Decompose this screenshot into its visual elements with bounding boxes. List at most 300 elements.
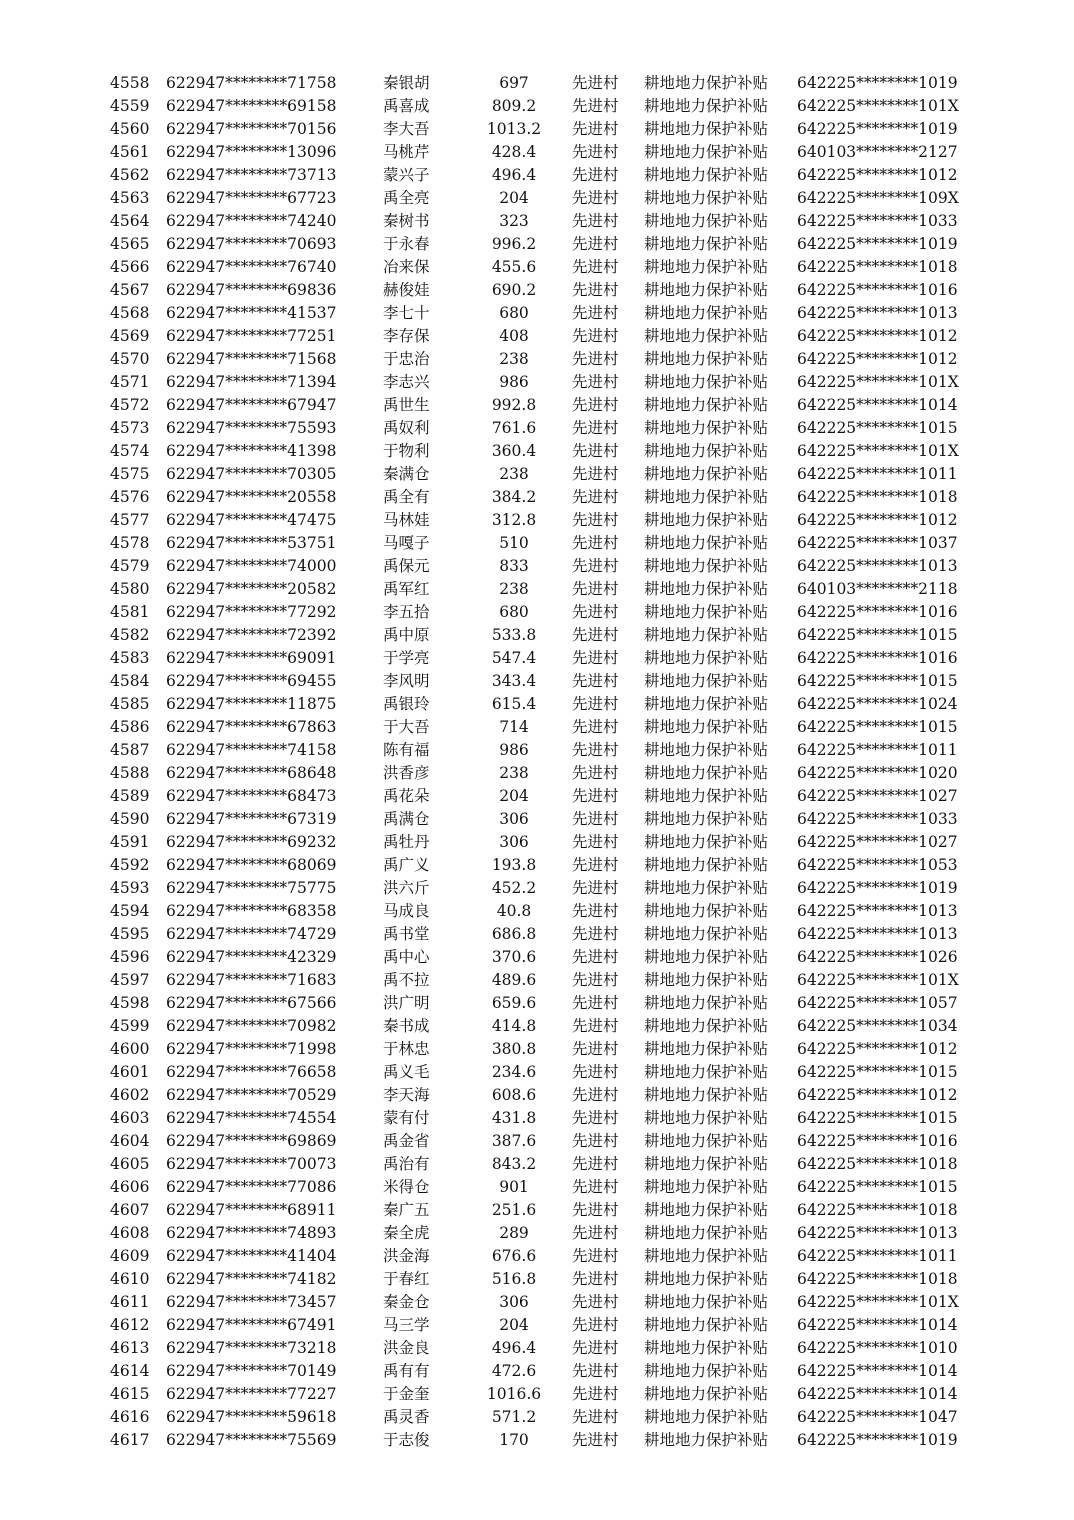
account-number: 622947********69091 [166, 649, 337, 667]
table-row [0, 256, 1074, 279]
subsidy-amount: 204 [499, 1316, 529, 1334]
person-name: 禹全有 [383, 488, 430, 506]
person-name: 于学亮 [383, 649, 430, 667]
person-name: 洪金良 [383, 1339, 430, 1357]
row-number: 4583 [110, 649, 150, 667]
person-name: 于志俊 [383, 1431, 430, 1449]
person-name: 禹书堂 [383, 925, 430, 943]
subsidy-type: 耕地地力保护补贴 [644, 465, 769, 483]
id-number: 642225********1018 [797, 1270, 958, 1288]
subsidy-amount: 697 [499, 74, 529, 92]
village-name: 先进村 [572, 695, 619, 713]
subsidy-type: 耕地地力保护补贴 [644, 212, 769, 230]
subsidy-type: 耕地地力保护补贴 [644, 856, 769, 874]
id-number: 642225********1018 [797, 1201, 958, 1219]
id-number: 642225********1024 [797, 695, 958, 713]
subsidy-amount: 384.2 [491, 488, 537, 506]
subsidy-amount: 686.8 [491, 925, 537, 943]
village-name: 先进村 [572, 189, 619, 207]
subsidy-type: 耕地地力保护补贴 [644, 1132, 769, 1150]
table-row [0, 1038, 1074, 1061]
table-row [0, 601, 1074, 624]
account-number: 622947********74158 [166, 741, 337, 759]
id-number: 642225********1015 [797, 1109, 958, 1127]
subsidy-type: 耕地地力保护补贴 [644, 304, 769, 322]
row-number: 4591 [110, 833, 150, 851]
subsidy-type: 耕地地力保护补贴 [644, 258, 769, 276]
person-name: 马成良 [383, 902, 430, 920]
id-number: 642225********1014 [797, 396, 958, 414]
subsidy-amount: 380.8 [491, 1040, 537, 1058]
account-number: 622947********74729 [166, 925, 337, 943]
row-number: 4577 [110, 511, 150, 529]
id-number: 642225********101X [797, 373, 959, 391]
row-number: 4616 [110, 1408, 150, 1426]
id-number: 642225********101X [797, 442, 959, 460]
village-name: 先进村 [572, 764, 619, 782]
subsidy-type: 耕地地力保护补贴 [644, 948, 769, 966]
account-number: 622947********71758 [166, 74, 337, 92]
subsidy-amount: 40.8 [496, 902, 532, 920]
subsidy-type: 耕地地力保护补贴 [644, 511, 769, 529]
row-number: 4605 [110, 1155, 150, 1173]
village-name: 先进村 [572, 902, 619, 920]
subsidy-amount: 489.6 [491, 971, 537, 989]
village-name: 先进村 [572, 1224, 619, 1242]
subsidy-amount: 680 [499, 603, 529, 621]
subsidy-type: 耕地地力保护补贴 [644, 281, 769, 299]
subsidy-amount: 996.2 [491, 235, 537, 253]
person-name: 陈有福 [383, 741, 430, 759]
table-row [0, 578, 1074, 601]
subsidy-type: 耕地地力保护补贴 [644, 235, 769, 253]
row-number: 4571 [110, 373, 150, 391]
account-number: 622947********70693 [166, 235, 337, 253]
subsidy-amount: 472.6 [491, 1362, 537, 1380]
person-name: 秦满仓 [383, 465, 430, 483]
id-number: 642225********1026 [797, 948, 958, 966]
id-number: 642225********1018 [797, 1155, 958, 1173]
subsidy-type: 耕地地力保护补贴 [644, 1293, 769, 1311]
account-number: 622947********20558 [166, 488, 337, 506]
account-number: 622947********13096 [166, 143, 337, 161]
table-row [0, 808, 1074, 831]
id-number: 642225********1012 [797, 511, 958, 529]
row-number: 4573 [110, 419, 150, 437]
subsidy-type: 耕地地力保护补贴 [644, 925, 769, 943]
subsidy-amount: 761.6 [491, 419, 537, 437]
subsidy-type: 耕地地力保护补贴 [644, 580, 769, 598]
person-name: 李天海 [383, 1086, 430, 1104]
village-name: 先进村 [572, 350, 619, 368]
subsidy-amount: 680 [499, 304, 529, 322]
account-number: 622947********75775 [166, 879, 337, 897]
subsidy-amount: 193.8 [491, 856, 537, 874]
account-number: 622947********72392 [166, 626, 337, 644]
id-number: 642225********1013 [797, 925, 958, 943]
village-name: 先进村 [572, 488, 619, 506]
subsidy-amount: 547.4 [491, 649, 537, 667]
table-row [0, 302, 1074, 325]
id-number: 642225********1014 [797, 1316, 958, 1334]
subsidy-amount: 809.2 [491, 97, 537, 115]
account-number: 622947********68911 [166, 1201, 337, 1219]
village-name: 先进村 [572, 1086, 619, 1104]
account-number: 622947********69232 [166, 833, 337, 851]
subsidy-amount: 204 [499, 189, 529, 207]
row-number: 4612 [110, 1316, 150, 1334]
account-number: 622947********42329 [166, 948, 337, 966]
id-number: 642225********1033 [797, 212, 958, 230]
subsidy-amount: 676.6 [491, 1247, 537, 1265]
person-name: 马桃芹 [383, 143, 430, 161]
row-number: 4593 [110, 879, 150, 897]
row-number: 4563 [110, 189, 150, 207]
id-number: 642225********1015 [797, 419, 958, 437]
account-number: 622947********76740 [166, 258, 337, 276]
table-row [0, 969, 1074, 992]
table-row [0, 1130, 1074, 1153]
account-number: 622947********67863 [166, 718, 337, 736]
table-row [0, 1360, 1074, 1383]
person-name: 洪广明 [383, 994, 430, 1012]
subsidy-type: 耕地地力保护补贴 [644, 1316, 769, 1334]
table-row [0, 417, 1074, 440]
id-number: 642225********1015 [797, 672, 958, 690]
row-number: 4566 [110, 258, 150, 276]
id-number: 642225********1018 [797, 488, 958, 506]
subsidy-type: 耕地地力保护补贴 [644, 189, 769, 207]
village-name: 先进村 [572, 143, 619, 161]
table-row [0, 1153, 1074, 1176]
id-number: 642225********101X [797, 97, 959, 115]
person-name: 于物利 [383, 442, 430, 460]
village-name: 先进村 [572, 1017, 619, 1035]
subsidy-amount: 234.6 [491, 1063, 537, 1081]
village-name: 先进村 [572, 1270, 619, 1288]
row-number: 4610 [110, 1270, 150, 1288]
account-number: 622947********67947 [166, 396, 337, 414]
person-name: 马三学 [383, 1316, 430, 1334]
id-number: 642225********1019 [797, 879, 958, 897]
subsidy-type: 耕地地力保护补贴 [644, 1201, 769, 1219]
subsidy-amount: 1016.6 [486, 1385, 542, 1403]
village-name: 先进村 [572, 1040, 619, 1058]
subsidy-amount: 360.4 [491, 442, 537, 460]
subsidy-amount: 615.4 [491, 695, 537, 713]
village-name: 先进村 [572, 511, 619, 529]
subsidy-type: 耕地地力保护补贴 [644, 396, 769, 414]
village-name: 先进村 [572, 580, 619, 598]
table-row [0, 739, 1074, 762]
table-row [0, 440, 1074, 463]
account-number: 622947********77227 [166, 1385, 337, 1403]
id-number: 642225********1011 [797, 1247, 958, 1265]
subsidy-type: 耕地地力保护补贴 [644, 120, 769, 138]
subsidy-type: 耕地地力保护补贴 [644, 1178, 769, 1196]
village-name: 先进村 [572, 649, 619, 667]
person-name: 秦全虎 [383, 1224, 430, 1242]
table-row [0, 670, 1074, 693]
village-name: 先进村 [572, 235, 619, 253]
subsidy-amount: 312.8 [491, 511, 537, 529]
person-name: 禹喜成 [383, 97, 430, 115]
account-number: 622947********74893 [166, 1224, 337, 1242]
subsidy-amount: 306 [499, 1293, 529, 1311]
account-number: 622947********69158 [166, 97, 337, 115]
table-row [0, 325, 1074, 348]
village-name: 先进村 [572, 327, 619, 345]
id-number: 642225********1010 [797, 1339, 958, 1357]
subsidy-amount: 992.8 [491, 396, 537, 414]
row-number: 4588 [110, 764, 150, 782]
village-name: 先进村 [572, 465, 619, 483]
village-name: 先进村 [572, 741, 619, 759]
id-number: 642225********101X [797, 1293, 959, 1311]
table-row [0, 118, 1074, 141]
row-number: 4574 [110, 442, 150, 460]
subsidy-amount: 690.2 [491, 281, 537, 299]
id-number: 642225********1019 [797, 74, 958, 92]
subsidy-type: 耕地地力保护补贴 [644, 1017, 769, 1035]
row-number: 4580 [110, 580, 150, 598]
subsidy-type: 耕地地力保护补贴 [644, 1155, 769, 1173]
id-number: 642225********1015 [797, 1063, 958, 1081]
account-number: 622947********74240 [166, 212, 337, 230]
row-number: 4581 [110, 603, 150, 621]
person-name: 禹有有 [383, 1362, 430, 1380]
person-name: 赫俊娃 [383, 281, 430, 299]
account-number: 622947********71998 [166, 1040, 337, 1058]
village-name: 先进村 [572, 1247, 619, 1265]
subsidy-type: 耕地地力保护补贴 [644, 1109, 769, 1127]
row-number: 4598 [110, 994, 150, 1012]
account-number: 622947********73713 [166, 166, 337, 184]
id-number: 642225********1014 [797, 1385, 958, 1403]
row-number: 4601 [110, 1063, 150, 1081]
id-number: 642225********1027 [797, 787, 958, 805]
village-name: 先进村 [572, 787, 619, 805]
subsidy-amount: 833 [499, 557, 529, 575]
table-row [0, 509, 1074, 532]
subsidy-amount: 659.6 [491, 994, 537, 1012]
subsidy-type: 耕地地力保护补贴 [644, 74, 769, 92]
table-row [0, 1061, 1074, 1084]
id-number: 642225********1020 [797, 764, 958, 782]
account-number: 622947********71568 [166, 350, 337, 368]
id-number: 640103********2118 [797, 580, 958, 598]
row-number: 4560 [110, 120, 150, 138]
row-number: 4590 [110, 810, 150, 828]
row-number: 4609 [110, 1247, 150, 1265]
village-name: 先进村 [572, 97, 619, 115]
person-name: 洪六斤 [383, 879, 430, 897]
subsidy-type: 耕地地力保护补贴 [644, 626, 769, 644]
table-row [0, 1314, 1074, 1337]
account-number: 622947********70073 [166, 1155, 337, 1173]
id-number: 642225********1037 [797, 534, 958, 552]
id-number: 642225********1012 [797, 350, 958, 368]
account-number: 622947********73457 [166, 1293, 337, 1311]
village-name: 先进村 [572, 442, 619, 460]
subsidy-type: 耕地地力保护补贴 [644, 672, 769, 690]
person-name: 禹治有 [383, 1155, 430, 1173]
row-number: 4558 [110, 74, 150, 92]
subsidy-type: 耕地地力保护补贴 [644, 1063, 769, 1081]
person-name: 禹保元 [383, 557, 430, 575]
village-name: 先进村 [572, 258, 619, 276]
table-row [0, 1291, 1074, 1314]
row-number: 4570 [110, 350, 150, 368]
account-number: 622947********41537 [166, 304, 337, 322]
table-row [0, 279, 1074, 302]
row-number: 4575 [110, 465, 150, 483]
row-number: 4585 [110, 695, 150, 713]
account-number: 622947********70149 [166, 1362, 337, 1380]
subsidy-table [0, 72, 1074, 1452]
row-number: 4592 [110, 856, 150, 874]
person-name: 禹全亮 [383, 189, 430, 207]
person-name: 禹满仓 [383, 810, 430, 828]
id-number: 642225********1012 [797, 1040, 958, 1058]
village-name: 先进村 [572, 948, 619, 966]
row-number: 4586 [110, 718, 150, 736]
subsidy-type: 耕地地力保护补贴 [644, 994, 769, 1012]
person-name: 禹不拉 [383, 971, 430, 989]
subsidy-type: 耕地地力保护补贴 [644, 534, 769, 552]
subsidy-amount: 370.6 [491, 948, 537, 966]
row-number: 4562 [110, 166, 150, 184]
row-number: 4565 [110, 235, 150, 253]
village-name: 先进村 [572, 833, 619, 851]
subsidy-type: 耕地地力保护补贴 [644, 718, 769, 736]
person-name: 禹花朵 [383, 787, 430, 805]
id-number: 642225********1016 [797, 649, 958, 667]
table-row [0, 1107, 1074, 1130]
id-number: 642225********1014 [797, 1362, 958, 1380]
id-number: 642225********1033 [797, 810, 958, 828]
person-name: 禹牡丹 [383, 833, 430, 851]
account-number: 622947********20582 [166, 580, 337, 598]
table-row [0, 72, 1074, 95]
village-name: 先进村 [572, 810, 619, 828]
table-row [0, 1199, 1074, 1222]
person-name: 禹中原 [383, 626, 430, 644]
table-row [0, 1268, 1074, 1291]
id-number: 642225********1018 [797, 258, 958, 276]
person-name: 李志兴 [383, 373, 430, 391]
subsidy-amount: 533.8 [491, 626, 537, 644]
subsidy-type: 耕地地力保护补贴 [644, 350, 769, 368]
subsidy-type: 耕地地力保护补贴 [644, 327, 769, 345]
account-number: 622947********69869 [166, 1132, 337, 1150]
village-name: 先进村 [572, 74, 619, 92]
account-number: 622947********11875 [166, 695, 337, 713]
row-number: 4568 [110, 304, 150, 322]
table-row [0, 348, 1074, 371]
row-number: 4572 [110, 396, 150, 414]
id-number: 642225********1019 [797, 1431, 958, 1449]
table-row [0, 877, 1074, 900]
subsidy-amount: 452.2 [491, 879, 537, 897]
subsidy-amount: 986 [499, 373, 529, 391]
subsidy-type: 耕地地力保护补贴 [644, 764, 769, 782]
table-row [0, 831, 1074, 854]
account-number: 622947********73218 [166, 1339, 337, 1357]
subsidy-amount: 496.4 [491, 166, 537, 184]
village-name: 先进村 [572, 304, 619, 322]
account-number: 622947********77086 [166, 1178, 337, 1196]
id-number: 642225********1013 [797, 1224, 958, 1242]
account-number: 622947********74000 [166, 557, 337, 575]
subsidy-type: 耕地地力保护补贴 [644, 1040, 769, 1058]
village-name: 先进村 [572, 1316, 619, 1334]
village-name: 先进村 [572, 1293, 619, 1311]
village-name: 先进村 [572, 1408, 619, 1426]
subsidy-type: 耕地地力保护补贴 [644, 695, 769, 713]
subsidy-amount: 496.4 [491, 1339, 537, 1357]
village-name: 先进村 [572, 373, 619, 391]
person-name: 于永春 [383, 235, 430, 253]
id-number: 642225********1016 [797, 281, 958, 299]
person-name: 冶来保 [383, 258, 430, 276]
subsidy-amount: 986 [499, 741, 529, 759]
table-row [0, 463, 1074, 486]
village-name: 先进村 [572, 1155, 619, 1173]
row-number: 4607 [110, 1201, 150, 1219]
subsidy-amount: 1013.2 [486, 120, 542, 138]
village-name: 先进村 [572, 1132, 619, 1150]
row-number: 4596 [110, 948, 150, 966]
person-name: 于春红 [383, 1270, 430, 1288]
account-number: 622947********75569 [166, 1431, 337, 1449]
person-name: 米得仓 [383, 1178, 430, 1196]
person-name: 秦树书 [383, 212, 430, 230]
table-row [0, 992, 1074, 1015]
row-number: 4587 [110, 741, 150, 759]
subsidy-type: 耕地地力保护补贴 [644, 1270, 769, 1288]
village-name: 先进村 [572, 1431, 619, 1449]
row-number: 4606 [110, 1178, 150, 1196]
subsidy-amount: 387.6 [491, 1132, 537, 1150]
person-name: 禹奴利 [383, 419, 430, 437]
row-number: 4611 [110, 1293, 150, 1311]
subsidy-amount: 238 [499, 350, 529, 368]
subsidy-type: 耕地地力保护补贴 [644, 649, 769, 667]
table-row [0, 233, 1074, 256]
village-name: 先进村 [572, 419, 619, 437]
subsidy-amount: 238 [499, 764, 529, 782]
village-name: 先进村 [572, 1339, 619, 1357]
village-name: 先进村 [572, 718, 619, 736]
person-name: 于金奎 [383, 1385, 430, 1403]
person-name: 秦金仓 [383, 1293, 430, 1311]
table-row [0, 371, 1074, 394]
row-number: 4595 [110, 925, 150, 943]
village-name: 先进村 [572, 1178, 619, 1196]
village-name: 先进村 [572, 994, 619, 1012]
village-name: 先进村 [572, 120, 619, 138]
person-name: 秦书成 [383, 1017, 430, 1035]
subsidy-amount: 408 [499, 327, 529, 345]
account-number: 622947********71394 [166, 373, 337, 391]
id-number: 642225********1012 [797, 327, 958, 345]
table-row [0, 923, 1074, 946]
id-number: 642225********101X [797, 971, 959, 989]
account-number: 622947********53751 [166, 534, 337, 552]
village-name: 先进村 [572, 1385, 619, 1403]
id-number: 642225********1034 [797, 1017, 958, 1035]
